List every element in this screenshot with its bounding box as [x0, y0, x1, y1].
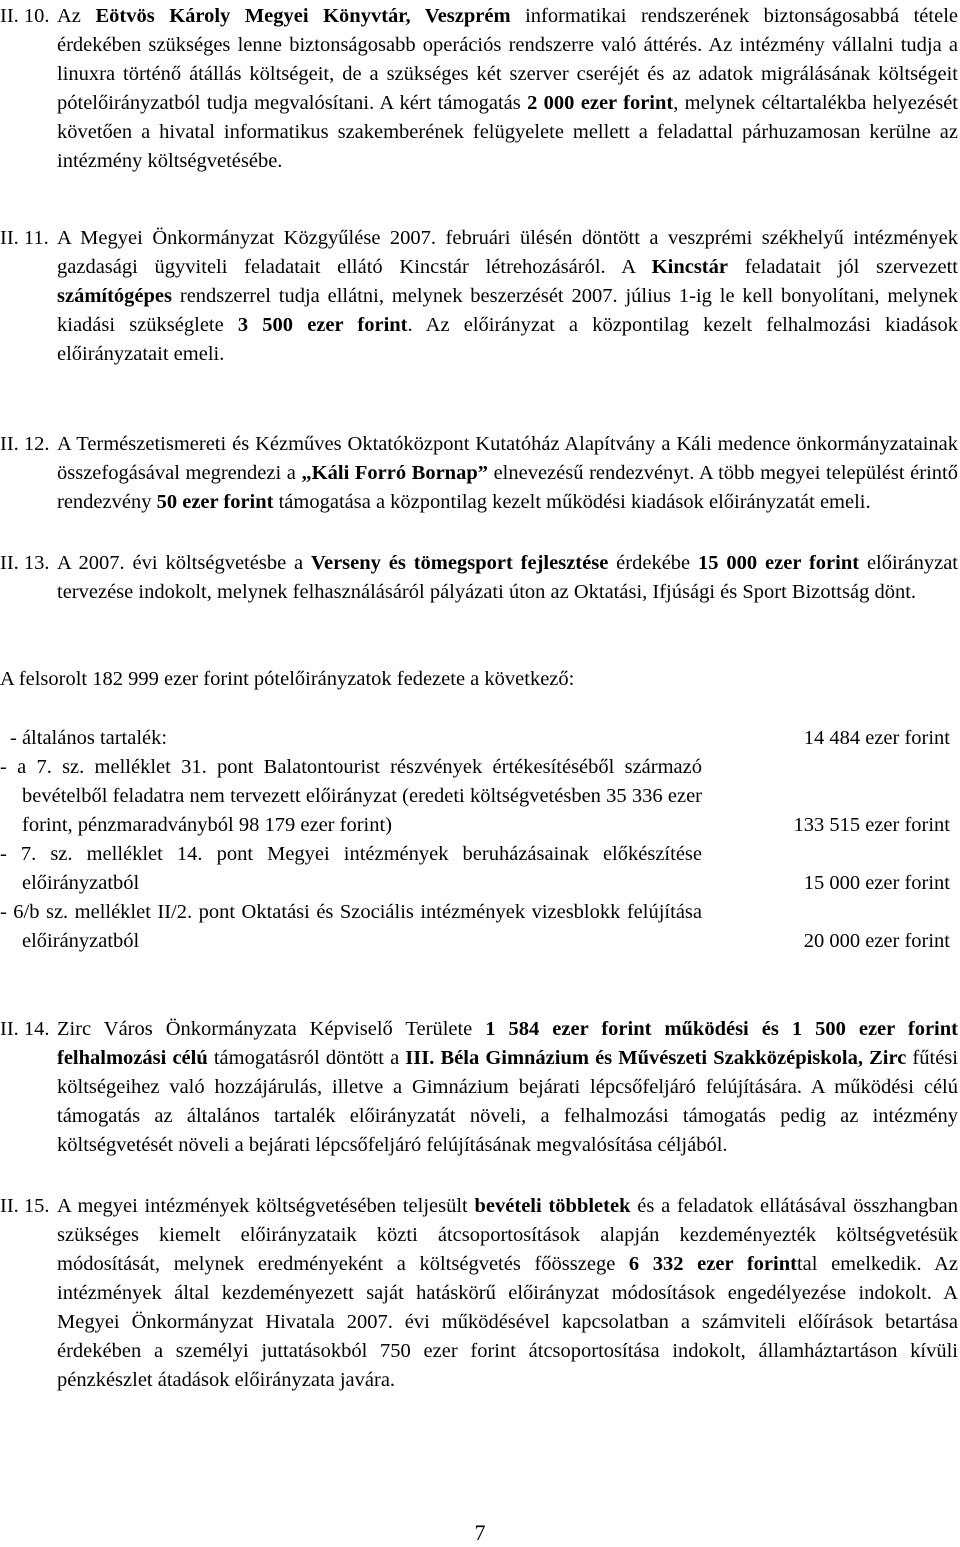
funding-item-amount: 133 515 ezer forint: [793, 814, 950, 836]
funding-item-amount: 15 000 ezer forint: [803, 872, 950, 894]
section-text: [57, 549, 958, 607]
text-run: . Az előirányzat a központilag kezelt felhalmozási kiadások előirányzatait emeli.: [57, 314, 959, 365]
emphasis-text: számítógépes: [57, 285, 173, 307]
section-ii-11: [0, 224, 958, 369]
funding-item: [0, 753, 958, 840]
text-run: rendszerrel tudja ellátni, melynek beszerzését 2007. július 1-ig le kell bonyolítani, melynek kiadási szükséglete: [57, 285, 958, 336]
funding-item-amount: 20 000 ezer forint: [803, 930, 950, 952]
text-run: támogatása a központilag kezelt működési kiadások előirányzatát emeli.: [273, 491, 871, 513]
text-run: elnevezésű rendezvényt. A több megyei települést érintő rendezvény: [57, 462, 958, 513]
emphasis-text: III. Béla Gimnázium és Művészeti Szakközépiskola, Zirc: [405, 1047, 907, 1069]
emphasis-text: Kincstár: [651, 256, 728, 278]
text-run: támogatásról döntött a: [207, 1047, 406, 1069]
text-run: előirányzat tervezése indokolt, melynek felhasználásáról pályázati úton az Oktatási, Ifjúsági és Sport Bizottság dönt.: [57, 552, 959, 603]
text-run: informatikai rendszerének biztonságosabbá tétele érdekében szükséges lenne biztonságosabb operációs rendszerre való áttérés. Az intézmény vállalni tudja a linuxra történő átállás költségeit, de a szükséges két szerver cseréjét és az adatok migrálásának költségeit pótelőirányzatból tudja megvalósítani. A kért támogatás: [57, 5, 958, 114]
emphasis-text: bevételi többletek: [474, 1195, 631, 1217]
text-run: fűtési költségeihez való hozzájárulás, illetve a Gimnázium bejárati lépcsőfeljáró felújítására. A működési célú támogatás az általános tartalék előirányzatát növeli, a felhalmozási támogatás pedig az intézmény költségvetését növeli a bejárati lépcsőfeljáró felújításának megvalósítása céljából.: [57, 1047, 958, 1156]
text-run: A Természetismereti és Kézműves Oktatóközpont Kutatóház Alapítvány a Káli medence önkormányzatainak összefogásával megrendezi a: [57, 433, 958, 484]
section-text: [57, 2, 958, 176]
summary-text: A felsorolt 182 999 ezer forint pótelőirányzatok fedezete a következő:: [0, 668, 575, 690]
section-label: II. 15.: [0, 1195, 50, 1217]
section-text: [57, 224, 958, 369]
text-run: Zirc Város Önkormányzata Képviselő Területe: [57, 1018, 486, 1040]
section-text: [57, 430, 958, 517]
text-run: feladatait jól szervezett: [727, 256, 958, 278]
section-label: II. 12.: [0, 433, 50, 455]
emphasis-text: 1 584 ezer forint működési és 1 500 ezer forint felhalmozási célú: [57, 1018, 958, 1069]
text-run: és a feladatok ellátásával összhangban szükséges kiemelt előirányzataik közti átcsoportosítások alapján kezdeményezték költségvetésük módosítását, melynek eredményeként a költségvetés főösszege: [57, 1195, 959, 1275]
funding-item-desc: - a 7. sz. melléklet 31. pont Balatontourist részvények értékesítéséből származó bevételből feladatra nem tervezett előirányzat (eredeti költségvetésben 35 336 ezer forint, pénzmaradványból 98 179 ezer forint): [0, 756, 702, 836]
funding-list: [0, 724, 958, 956]
section-label: II. 13.: [0, 552, 50, 574]
text-run: A 2007. évi költségvetésbe a: [57, 552, 312, 574]
text-run: tal emelkedik. Az intézmények által kezdeményezett saját hatáskörű előirányzat módosítások engedélyezése indokolt. A Megyei Önkormányzat Hivatala 2007. évi működésével kapcsolatban a számviteli előírások betartása érdekében a személyi juttatásokból 750 ezer forint átcsoportosítása indokolt, államháztartáson kívüli pénzkészlet átadások előirányzata javára.: [57, 1253, 958, 1391]
page-number: 7: [474, 1520, 486, 1545]
section-ii-13: [0, 549, 958, 607]
emphasis-text: 50 ezer forint: [156, 491, 274, 513]
text-run: A Megyei Önkormányzat Közgyűlése 2007. februári ülésén döntött a veszprémi székhelyű intézmények gazdasági ügyviteli feladatait ellátó Kincstár létrehozásáról. A: [57, 227, 958, 278]
funding-item-desc: - 6/b sz. melléklet II/2. pont Oktatási és Szociális intézmények vizesblokk felújítása előirányzatból: [0, 901, 702, 952]
text-run: A megyei intézmények költségvetésében teljesült: [57, 1195, 475, 1217]
funding-item: [0, 724, 958, 753]
section-label: II. 10.: [0, 5, 50, 27]
section-text: [57, 1015, 958, 1160]
emphasis-text: 2 000 ezer forint: [527, 92, 674, 114]
emphasis-text: 3 500 ezer forint: [237, 314, 408, 336]
emphasis-text: Verseny és tömegsport fejlesztése: [311, 552, 609, 574]
emphasis-text: 15 000 ezer forint: [698, 552, 860, 574]
funding-item-desc: - általános tartalék:: [10, 727, 168, 749]
emphasis-text: Eötvös Károly Megyei Könyvtár, Veszprém: [95, 5, 511, 27]
section-ii-12: [0, 430, 958, 517]
text-run: , melynek céltartalékba helyezését követően a hivatal informatikus szakemberének felügyelete mellett a feladattal párhuzamosan kerülne az intézmény költségvetésébe.: [57, 92, 958, 172]
funding-item-desc: - 7. sz. melléklet 14. pont Megyei intézmények beruházásainak előkészítése előirányzatból: [0, 843, 702, 894]
text-run: Az: [57, 5, 96, 27]
text-run: érdekébe: [608, 552, 699, 574]
section-label: II. 14.: [0, 1018, 50, 1040]
section-ii-15: [0, 1192, 958, 1395]
section-ii-14: [0, 1015, 958, 1160]
emphasis-text: 6 332 ezer forint: [628, 1253, 797, 1275]
funding-item: [0, 840, 958, 898]
emphasis-text: „Káli Forró Bornap”: [301, 462, 488, 484]
funding-item-amount: 14 484 ezer forint: [803, 727, 950, 749]
section-text: [57, 1192, 958, 1395]
section-ii-10: [0, 2, 958, 176]
section-label: II. 11.: [0, 227, 49, 249]
funding-item: [0, 898, 958, 956]
